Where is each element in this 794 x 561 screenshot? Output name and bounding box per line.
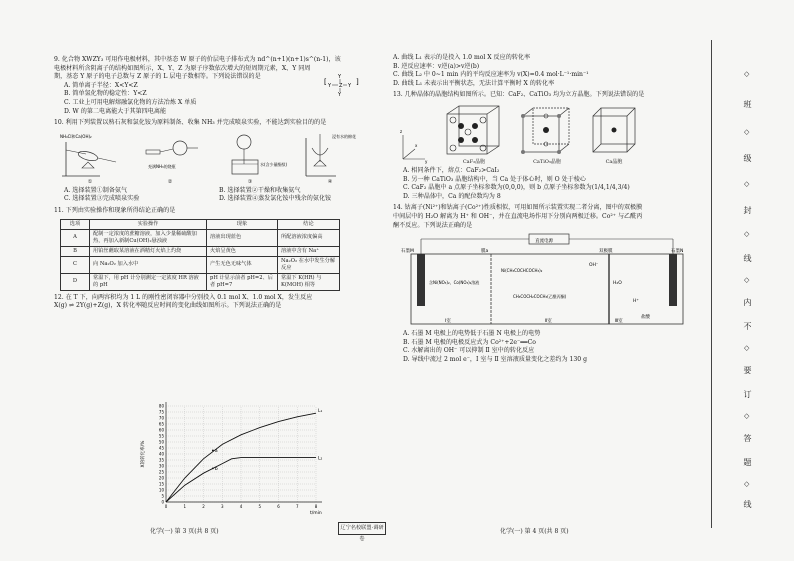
diamond-mark: ◇ — [744, 276, 750, 284]
footer-right: 化学(一) 第 4 页(共 8 页) — [500, 528, 569, 535]
q14-option-d: D. 导线中流过 2 mol e⁻，Ⅰ 室与 Ⅱ 室溶液质量变化之差约为 130 g — [403, 355, 587, 363]
q9-option-b: B. 简单氢化物的稳定性：Y<Z — [64, 90, 147, 98]
apparatus-4-drawing — [300, 132, 360, 178]
room-2-label: Ⅱ室 — [545, 319, 552, 325]
binding-char: 题 — [743, 458, 752, 466]
y-tick-label: 40 — [158, 451, 164, 457]
svg-text:]: ] — [356, 78, 359, 86]
q10-stem: 10. 利用下列装置以熟石灰和氯化铵为原料制备、收集 NH₃ 并完成喷泉实验，不能达到实验目的的是 — [54, 119, 327, 127]
x-tick-label: 5 — [258, 504, 262, 509]
table-cell: 用铂丝蘸取某溶液在酒精灯火焰上灼烧 — [90, 246, 207, 256]
y-tick-label: 25 — [158, 469, 164, 475]
q14-stem-3: 酮不反应。下列说法正确的是 — [393, 221, 473, 229]
binding-char: 线 — [743, 500, 752, 508]
q9-option-d: D. W 的第二电离能大于其第四电离能 — [64, 107, 167, 115]
q10-option-a: A. 选择装置①制备氨气 — [64, 186, 128, 194]
q11-table — [60, 219, 340, 291]
solution-2-label: CH₃COCH₂COCH₃(乙酰丙酮) — [513, 294, 567, 300]
q12-option-a: A. 曲线 L₁ 表示的是投入 1.0 mol X 反应的转化率 — [393, 54, 531, 61]
caf2-cell — [443, 104, 505, 165]
table-header: 实验操作 — [90, 219, 207, 229]
diamond-mark: ◇ — [744, 128, 750, 136]
table-cell: 常温下 K(HR) 与 K(MOH) 相等 — [278, 273, 340, 290]
diamond-mark: ◇ — [744, 344, 750, 352]
q12-option-c: C. 曲线 L₂ 中 0~1 min 内的平均反应速率为 v(X)=0.4 mol·L⁻¹·min⁻¹ — [393, 71, 589, 79]
q10-option-c: C. 选择装置③完成喷泉实验 — [64, 195, 140, 203]
binding-char: 不 — [743, 322, 752, 330]
table-cell: A — [61, 229, 90, 246]
q12-option-d: D. 曲线 L₁ 未表示出平衡状态，无法计算平衡时 X 的转化率 — [393, 79, 555, 87]
electrode-n-label: 石墨N — [671, 249, 684, 255]
q13-option-a: A. 相同条件下，熔点：CaF₂>CaI₂ — [403, 166, 500, 174]
x-axis-title: t/min — [310, 511, 322, 516]
table-cell: 火焰呈黄色 — [207, 246, 278, 256]
diamond-mark: ◇ — [744, 230, 750, 238]
caf2-cell-label: CaF₂晶胞 — [462, 158, 486, 165]
catio3-cell-drawing — [519, 104, 575, 158]
table-cell: 向 Na₂O₂ 加入水中 — [90, 256, 207, 273]
q13-crystal-row — [399, 104, 699, 165]
table-cell: 溶液出现蓝色 — [207, 229, 278, 246]
table-row — [61, 229, 340, 246]
y-tick-label: 75 — [158, 409, 164, 415]
y-tick-label: 20 — [158, 475, 164, 481]
table-cell: B — [61, 246, 90, 256]
svg-text:z: z — [400, 128, 403, 134]
table-cell: 溶液中含有 Na⁺ — [278, 246, 340, 256]
q9-option-c: C. 工业上可用电解熔融氯化物的方法冶炼 X 单质 — [64, 98, 197, 106]
x-tick-label: 2 — [202, 504, 205, 509]
data-point — [212, 468, 214, 470]
cell-tank — [411, 254, 683, 324]
membrane-a-label: 膜a — [481, 249, 489, 255]
table-cell: pH 计显示前者 pH=2、后者 pH=7 — [207, 273, 278, 290]
apparatus-2-number: ② — [167, 178, 173, 185]
table-header: 结论 — [278, 219, 340, 229]
q14-option-b: B. 石墨 M 电极的电极反应式为 Co²⁺+2e⁻══Co — [403, 338, 536, 346]
x-tick-label: 7 — [295, 504, 299, 509]
binding-strip — [711, 40, 772, 528]
apparatus-1-drawing — [60, 132, 120, 178]
footer-left: 化学(一) 第 3 页(共 8 页) — [150, 528, 219, 535]
table-cell: C — [61, 256, 90, 273]
y-tick-label: 60 — [158, 427, 164, 433]
apparatus-3-label: 水(含少量酚酞) — [260, 161, 288, 167]
electrode-n — [669, 254, 677, 306]
q10-options-row-2 — [54, 195, 374, 204]
ca-cell — [589, 104, 639, 165]
apparatus-1-number: ① — [87, 178, 93, 185]
q9-stem-1: 9. 化合物 XWZY₃ 可用作电极材料，其中基态 W 原子的价层电子排布式为 nd^(n+1)(n+1)s^(n-1)，该 — [54, 56, 341, 63]
table-row — [61, 273, 340, 290]
q12-option-b: B. 逆反应速率：v逆(a)>v逆(b) — [393, 62, 480, 70]
q14-stem-1: 14. 钴离子(Ni²⁺)和钴离子(Co²⁺)性质相似，可用如图所示装置实现二者分离，图中的双极膜 — [393, 204, 643, 212]
data-point-label: a — [214, 448, 218, 454]
apparatus-4-label: 浸有水的棉花 — [332, 133, 356, 139]
electrode-m-label: 石墨M — [401, 249, 414, 255]
table-cell: Na₂O₂ 在水中发生分解反应 — [278, 256, 340, 273]
table-row — [61, 256, 340, 273]
ion-h2o-label: H₂O — [613, 281, 622, 287]
apparatus-3-number: ③ — [247, 178, 253, 185]
table-cell: 常温下，用 pH 计分别测定一定浓度 HR 溶液的 pH — [90, 273, 207, 290]
x-tick-label: 6 — [277, 504, 280, 509]
q9-option-a: A. 简单离子半径：X<Y<Z — [64, 81, 138, 89]
series-label: L₁ — [318, 409, 323, 415]
y-tick-label: 80 — [158, 403, 164, 409]
table-cell: 配制一定浓度的蔗糖溶液，加入少量稀硫酸加热，再加入新制Cu(OH)₂悬浊液 — [90, 229, 207, 246]
x-tick-label: 4 — [239, 504, 243, 509]
q13-option-b: B. 另一种 CaTiO₃ 晶胞结构中，当 Ca 处于体心时，则 O 处于棱心 — [403, 175, 586, 183]
apparatus-4-number: ④ — [327, 178, 333, 185]
apparatus-3-drawing — [220, 132, 288, 178]
data-point-label: b — [214, 466, 218, 472]
x-tick-label: 0 — [164, 504, 168, 509]
catio3-cell — [519, 104, 575, 165]
room-3-label: Ⅲ室 — [615, 319, 623, 325]
table-header: 现象 — [207, 219, 278, 229]
y-tick-label: 10 — [158, 487, 164, 493]
svg-text:Y: Y — [338, 74, 342, 80]
q10-option-d: D. 选择装置④蒸发氯化铵中残余的氨化铵 — [219, 195, 332, 203]
diamond-mark: ◇ — [744, 480, 750, 488]
svg-text:Y: Y — [348, 83, 352, 89]
q10-option-b: B. 选择装置②干燥和收集氨气 — [219, 186, 301, 194]
y-tick-label: 50 — [158, 439, 164, 445]
x-tick-label: 1 — [183, 504, 187, 509]
y-tick-label: 35 — [158, 457, 164, 463]
power-supply-label: 直流电源 — [535, 239, 553, 245]
caf2-cell-drawing — [443, 104, 505, 158]
svg-text:Y: Y — [338, 92, 342, 98]
binding-char: 班 — [743, 100, 752, 108]
electrolysis-diagram — [401, 232, 701, 328]
table-row — [61, 246, 340, 256]
y-tick-label: 65 — [158, 421, 164, 427]
q12-stem-1: 12. 在 T 下，向两容积均为 1 L 的刚性密闭容器中分别投入 0.1 mol X、1.0 mol X，发生反应 — [54, 293, 313, 301]
y-tick-label: 55 — [158, 433, 164, 439]
table-header-row — [61, 219, 340, 229]
y-tick-label: 15 — [158, 481, 164, 487]
complex-label: Ni(CH₃COCHCOCH₃)₂ — [501, 268, 543, 274]
solution-1-label: 含Ni(NO₃)₂、Co(NO₃)₂溶液 — [429, 280, 480, 286]
q9-stem-3: 期，基态 Y 原子的电子总数与 Z 原子的 L 层电子数相等。下列说法错误的是 — [54, 73, 261, 81]
y-tick-label: 30 — [158, 463, 164, 469]
anion-structure-figure — [322, 74, 362, 100]
q11-stem: 11. 下列由实验操作和现象所得结论正确的是 — [54, 206, 176, 214]
y-tick-label: 45 — [158, 445, 164, 451]
ca-cell-label: Ca晶胞 — [605, 158, 623, 165]
ion-h-label: H⁺ — [633, 299, 639, 305]
binding-char: 封 — [743, 206, 752, 214]
q14-option-c: C. 水解离出的 OH⁻ 可以抑制 Ⅱ 室中的转化反应 — [403, 347, 535, 355]
q9-stem-2: 电极材料所含阴离子的结构如图所示，X、Y、Z 为原子序数依次增大的短周期元素，X、Y 同周 — [54, 64, 311, 72]
apparatus-4 — [300, 132, 360, 185]
bipolar-membrane-label: 双极膜 — [599, 249, 613, 255]
y-tick-label: 5 — [161, 493, 164, 499]
diamond-mark: ◇ — [744, 180, 750, 188]
svg-text:Y: Y — [328, 83, 332, 89]
binding-char: 线 — [743, 254, 752, 262]
catio3-cell-label: CaTiO₃晶胞 — [533, 158, 561, 165]
left-column — [54, 56, 374, 311]
table-header: 选项 — [61, 219, 90, 229]
apparatus-1-label: NH₄Cl和Ca(OH)₂ — [60, 133, 92, 139]
svg-text:y: y — [425, 158, 428, 164]
apparatus-3 — [220, 132, 288, 185]
q14-option-a: A. 石墨 M 电极上的电势低于石墨 N 电极上的电势 — [403, 330, 541, 338]
x-tick-label: 8 — [314, 504, 318, 509]
binding-char: 内 — [743, 298, 752, 306]
table-cell: 产生无色无味气体 — [207, 256, 278, 273]
q14-stem-2: 中间层中的 H₂O 解离为 H⁺ 和 OH⁻，并在直流电场作用下分别向两极迁移。Co²⁺ 与乙酰丙 — [393, 212, 643, 220]
y-axis-title: X的转化率/% — [141, 440, 146, 468]
svg-text:Z: Z — [339, 83, 343, 89]
binding-char: 答 — [743, 434, 752, 442]
apparatus-2-drawing — [140, 132, 200, 178]
hcl-label: 盐酸 — [641, 315, 650, 321]
exam-badge: 辽宁名校联盟·调研卷 — [338, 522, 386, 535]
y-tick-label: 0 — [161, 499, 164, 505]
apparatus-1 — [60, 132, 120, 185]
binding-char: 订 — [743, 390, 752, 398]
q13-option-d: D. 三种晶体中，Ca 的配位数均为 8 — [403, 192, 501, 200]
data-point — [212, 450, 214, 452]
svg-text:[: [ — [324, 78, 327, 86]
table-cell: D — [61, 273, 90, 290]
diamond-mark: ◇ — [744, 412, 750, 420]
axes-figure — [399, 125, 429, 165]
room-1-label: Ⅰ室 — [445, 319, 451, 325]
y-tick-label: 70 — [158, 415, 164, 421]
apparatus-2 — [140, 132, 200, 185]
diamond-mark: ◇ — [744, 70, 750, 78]
conversion-chart — [138, 400, 338, 518]
electrode-m — [417, 254, 425, 306]
apparatus-2-label: 充满NH₃的烧瓶 — [148, 163, 176, 169]
ion-oh-label: OH⁻ — [589, 263, 599, 269]
svg-text:x: x — [415, 142, 418, 148]
series-label: L₂ — [318, 456, 323, 462]
x-tick-label: 3 — [220, 504, 224, 509]
right-column — [393, 54, 705, 365]
table-cell: 所配溶液浓度偏高 — [278, 229, 340, 246]
q12-stem-2: X(g) ⇌ 2Y(g)+Z(g)，X 转化率随反应时间的变化曲线如图所示。下列说法正确的是 — [54, 302, 282, 310]
ca-cell-drawing — [589, 104, 639, 158]
binding-char: 要 — [743, 366, 752, 374]
binding-char: 级 — [743, 154, 752, 162]
q13-stem: 13. 几种晶体的晶胞结构如图所示。已知：CaF₂、CaTiO₃ 均为立方晶胞。下列说法错误的是 — [393, 91, 645, 99]
q10-apparatus-row — [60, 132, 360, 185]
q13-option-c: C. CaF₂ 晶胞中 a 点原子坐标参数为(0,0,0)，则 b 点原子坐标参数为(1/4,1/4,3/4) — [403, 184, 630, 192]
